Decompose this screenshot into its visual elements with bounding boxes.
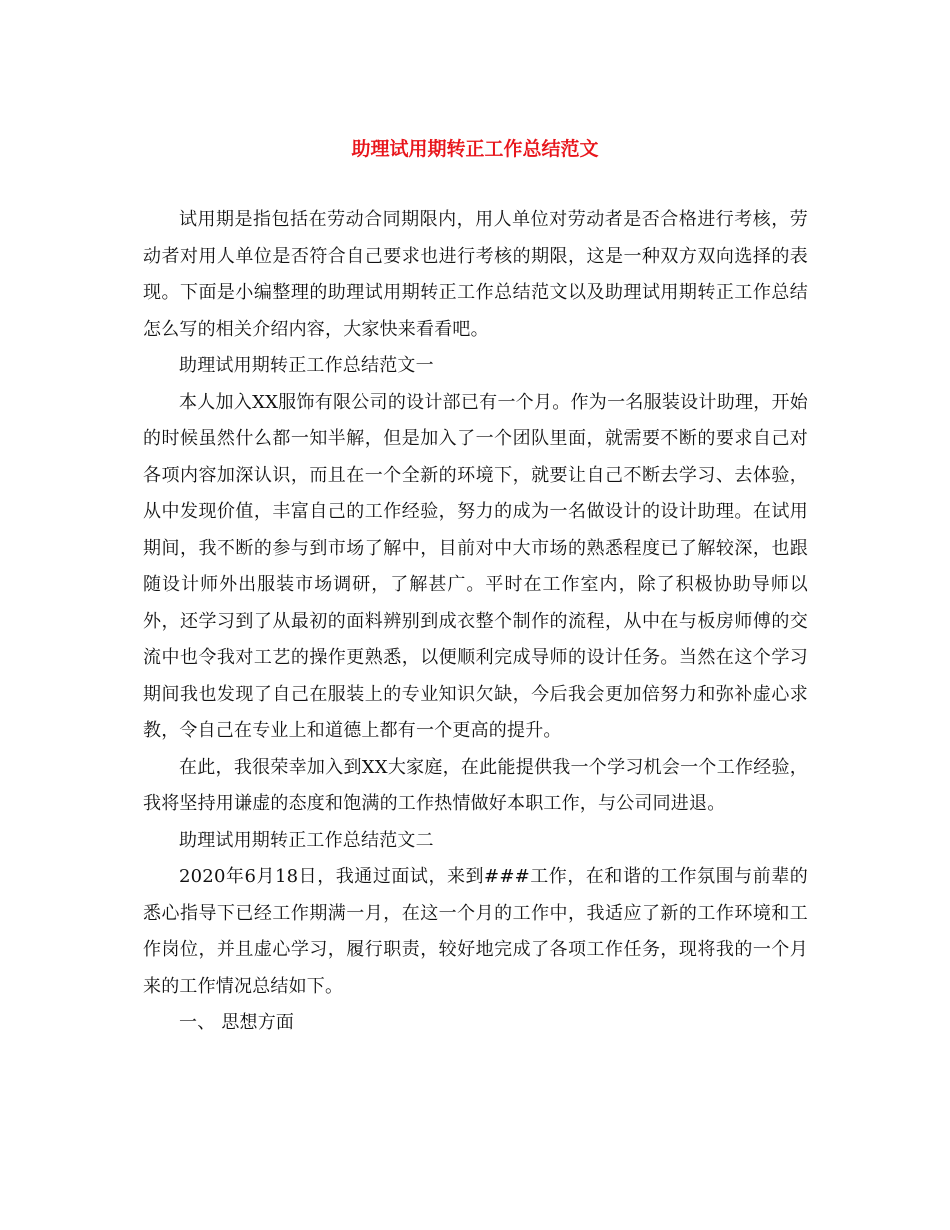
document-body (143, 202, 808, 1042)
section-heading-one: 助理试用期转正工作总结范文一 (179, 355, 434, 376)
body-paragraph: 在此，我很荣幸加入到XX大家庭，在此能提供我一个学习机会一个工作经验，我将坚持用谦虚的态度和饱满的工作热情做好本职工作，与公司同进退。 (143, 756, 808, 814)
body-paragraph: 2020年6月18日，我通过面试，来到###工作，在和谐的工作氛围与前辈的悉心指导下已经工作期满一月，在这一个月的工作中，我适应了新的工作环境和工作岗位，并且虚心学习，履行职责，较好地完成了各项工作任务，现将我的一个月来的工作情况总结如下。 (143, 866, 808, 997)
section-heading-two: 助理试用期转正工作总结范文二 (179, 829, 434, 851)
subsection-heading: 一、 思想方面 (179, 1012, 295, 1033)
body-paragraph: 本人加入XX服饰有限公司的设计部已有一个月。作为一名服装设计助理，开始的时候虽然什么都一知半解，但是加入了一个团队里面，就需要不断的要求自己对各项内容加深认识，而且在一个全新的环境下，就要让自己不断去学习、去体验，从中发现价值，丰富自己的工作经验，努力的成为一名做设计的设计助理。在试用期间，我不断的参与到市场了解中，目前对中大市场的熟悉程度已了解较深，也跟随设计师外出服装市场调研，了解甚广。平时在工作室内，除了积极协助导师以外，还学习到了从最初的面料辨别到成衣整个制作的流程，从中在与板房师傅的交流中也令我对工艺的操作更熟悉，以便顺利完成导师的设计任务。当然在这个学习期间我也发现了自己在服装上的专业知识欠缺，今后我会更加倍努力和弥补虚心求教，令自己在专业上和道德上都有一个更高的提升。 (143, 391, 808, 741)
document-title: 助理试用期转正工作总结范文 (351, 138, 599, 160)
intro-paragraph: 试用期是指包括在劳动合同期限内，用人单位对劳动者是否合格进行考核，劳动者对用人单位是否符合自己要求也进行考核的期限，这是一种双方双向选择的表现。下面是小编整理的助理试用期转正工作总结范文以及助理试用期转正工作总结怎么写的相关介绍内容，大家快来看看吧。 (143, 209, 808, 340)
